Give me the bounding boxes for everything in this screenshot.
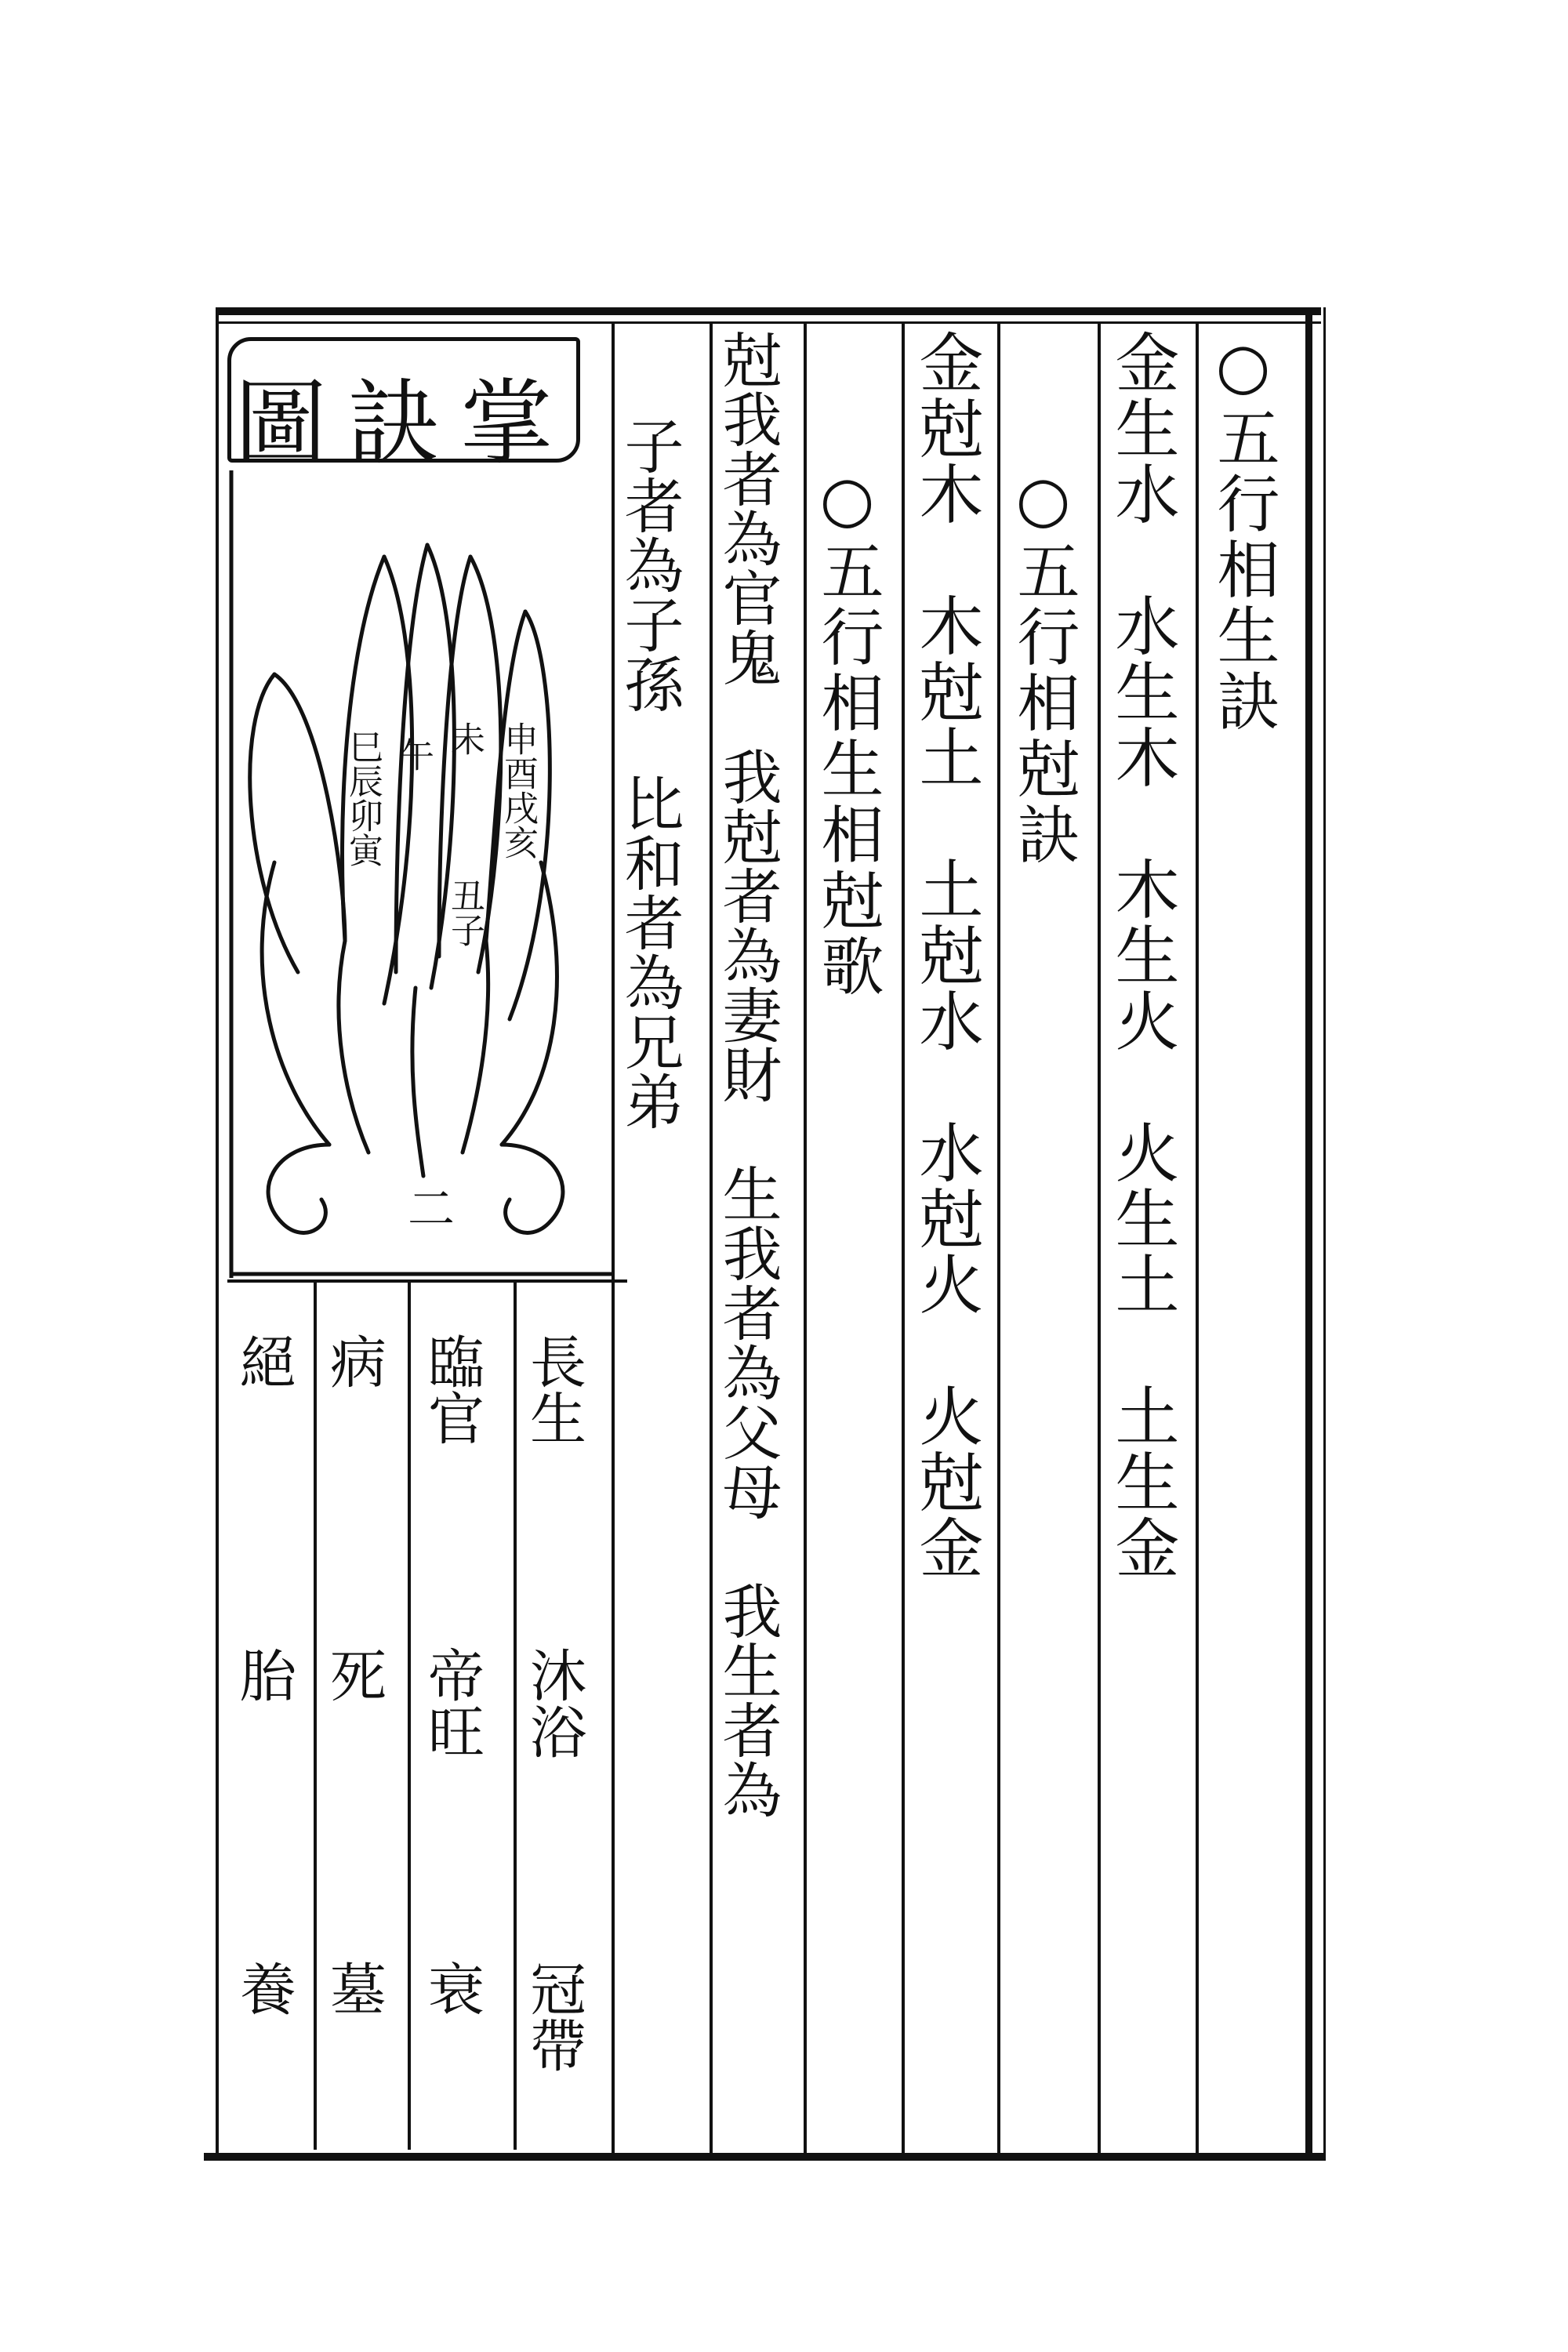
hand-label-wei: 未 bbox=[445, 721, 485, 756]
text-restraint-cycle: 金尅木 木尅土 土尅水 水尅火 火尅金 bbox=[909, 329, 983, 1581]
frame-bottom-rule bbox=[204, 2153, 1325, 2161]
column-rule bbox=[1196, 321, 1199, 2156]
column-rule bbox=[902, 321, 905, 2156]
table-cell: 死 bbox=[321, 1646, 387, 1703]
table-column-rule bbox=[514, 1279, 517, 2150]
hand-label-left: 巳辰卯寅 bbox=[343, 729, 383, 867]
frame-right-rule bbox=[1305, 307, 1312, 2161]
table-cell: 沐浴 bbox=[521, 1646, 586, 1759]
table-cell: 墓 bbox=[321, 1960, 387, 2016]
heading-song: ○五行相生相尅歌 bbox=[811, 463, 884, 1000]
table-cell: 帝旺 bbox=[419, 1646, 485, 1759]
text-song-line1: 尅我者為官鬼 我尅者為妻財 生我者為父母 我生者為 bbox=[713, 329, 782, 1819]
table-top-rule bbox=[227, 1279, 627, 1283]
heading-generation: ○五行相生訣 bbox=[1207, 329, 1279, 735]
text-generation-cycle: 金生水 水生木 木生火 火生土 土生金 bbox=[1105, 329, 1179, 1581]
column-rule bbox=[1098, 321, 1101, 2156]
table-cell: 養 bbox=[230, 1960, 296, 2016]
table-column-rule bbox=[408, 1279, 411, 2150]
frame-top-rule bbox=[216, 307, 1321, 315]
table-cell: 長生 bbox=[521, 1333, 586, 1446]
page-title: 掌訣圖 bbox=[234, 369, 573, 477]
table-cell: 冠帶 bbox=[521, 1960, 586, 2073]
frame-right-rule-thin bbox=[1323, 307, 1326, 2161]
column-rule bbox=[997, 321, 1000, 2156]
hand-label-bottom: 丑子 bbox=[445, 878, 485, 947]
table-column-rule bbox=[314, 1279, 317, 2150]
title-box bbox=[227, 337, 580, 477]
frame-top-rule-thin bbox=[216, 321, 1321, 324]
text-song-line2: 子者為子孫 比和者為兄弟 bbox=[615, 416, 684, 1131]
column-rule bbox=[804, 321, 807, 2156]
hand-label-base: 二 bbox=[400, 1184, 455, 1231]
hand-label-wu: 午 bbox=[394, 737, 434, 771]
palm-drawing bbox=[227, 470, 612, 1278]
table-cell: 胎 bbox=[230, 1646, 296, 1703]
palm-diagram bbox=[227, 470, 612, 1278]
table-cell: 衰 bbox=[419, 1960, 485, 2016]
hand-label-right: 申酉戌亥 bbox=[498, 721, 538, 859]
table-cell: 絕 bbox=[230, 1333, 296, 1389]
table-cell: 病 bbox=[321, 1333, 387, 1389]
heading-restraint: ○五行相尅訣 bbox=[1007, 463, 1080, 868]
frame-left-rule bbox=[216, 307, 219, 2161]
table-cell: 臨官 bbox=[419, 1333, 485, 1446]
